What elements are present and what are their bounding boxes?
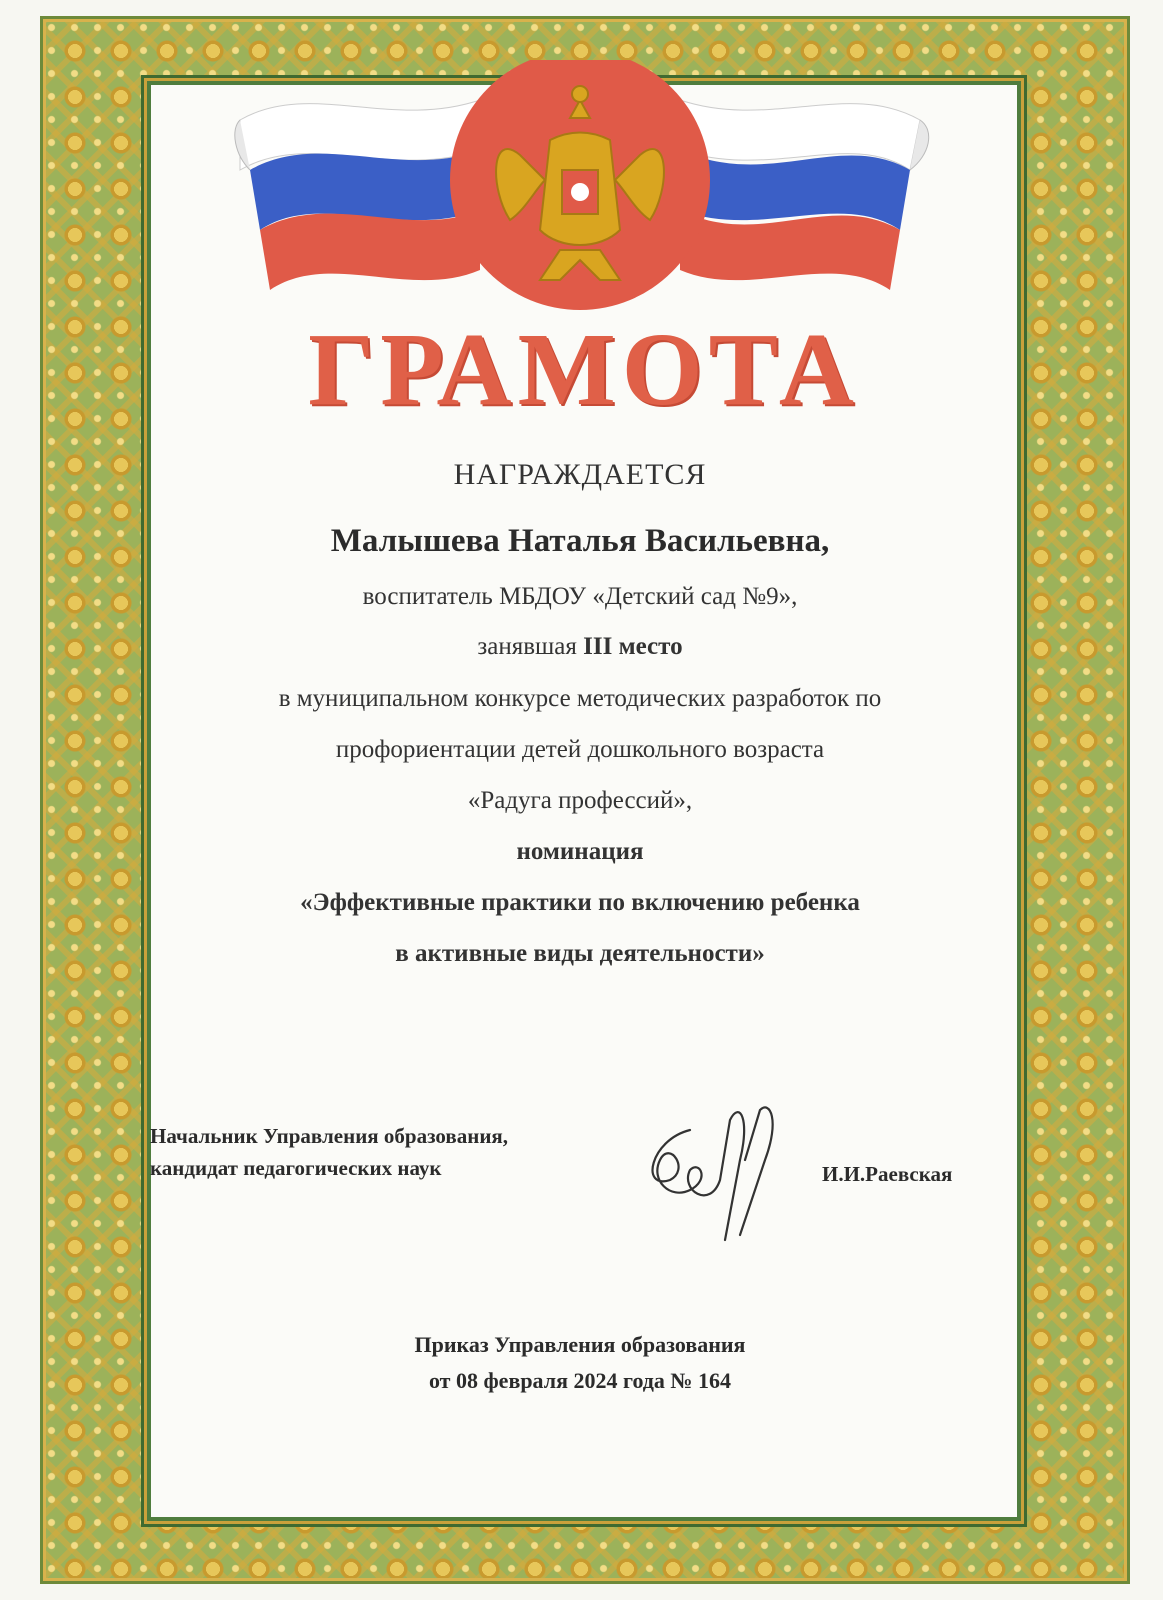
signer-title-line-1: Начальник Управления образования, bbox=[150, 1124, 509, 1148]
signer-title-line-2: кандидат педагогических наук bbox=[150, 1156, 442, 1180]
nomination-label: номинация bbox=[516, 838, 644, 865]
signer-name: И.И.Раевская bbox=[822, 1162, 953, 1186]
russian-flag-left-icon bbox=[235, 100, 480, 290]
contest-line-2: профориентации детей дошкольного возраста bbox=[335, 736, 825, 763]
handwritten-signature-icon bbox=[630, 1100, 810, 1250]
recipient-name: Малышева Наталья Васильевна, bbox=[330, 523, 830, 559]
nomination-line-2: в активные виды деятельности» bbox=[395, 940, 765, 967]
awarded-label: НАГРАЖДАЕТСЯ bbox=[453, 458, 707, 491]
signer-title bbox=[150, 1120, 508, 1184]
order-line-2: от 08 февраля 2024 года № 164 bbox=[428, 1368, 732, 1393]
russian-flag-right-icon bbox=[680, 100, 929, 290]
contest-name: «Радуга профессий», bbox=[467, 787, 693, 814]
certificate-title: ГРАМОТА bbox=[308, 312, 860, 427]
flag-and-emblem bbox=[190, 60, 970, 310]
place-line bbox=[180, 633, 980, 661]
nomination-line-1: «Эффективные практики по включению ребенка bbox=[300, 889, 860, 916]
contest-line-1: в муниципальном конкурсе методических разработок по bbox=[278, 685, 882, 712]
place-value: III место bbox=[583, 633, 683, 660]
recipient-position: воспитатель МБДОУ «Детский сад №9», bbox=[362, 583, 798, 610]
order-line-1: Приказ Управления образования bbox=[414, 1332, 746, 1357]
place-prefix: занявшая bbox=[477, 633, 577, 660]
